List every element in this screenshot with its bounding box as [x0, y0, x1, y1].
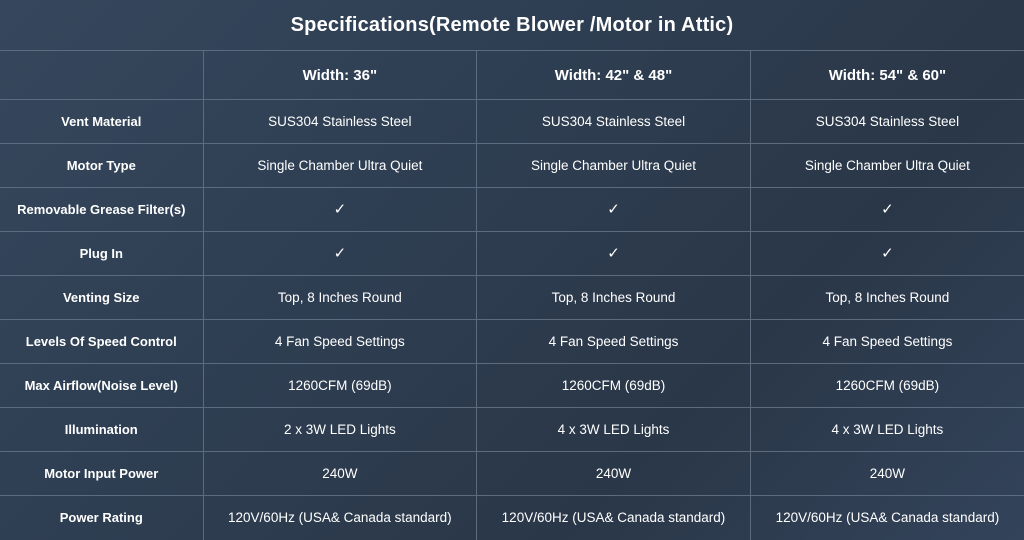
row-label-max-airflow: Max Airflow(Noise Level)	[0, 364, 203, 408]
row-label-levels-of-speed-control: Levels Of Speed Control	[0, 320, 203, 364]
cell-power-rating-42-48: 120V/60Hz (USA& Canada standard)	[477, 496, 751, 540]
row-label-power-rating: Power Rating	[0, 496, 203, 540]
row-label-plug-in: Plug In	[0, 232, 203, 276]
row-label-illumination: Illumination	[0, 408, 203, 452]
header-row	[0, 51, 1024, 100]
cell-speed-control-42-48: 4 Fan Speed Settings	[477, 320, 751, 364]
cell-venting-size-36: Top, 8 Inches Round	[203, 276, 477, 320]
table-row	[0, 144, 1024, 188]
table-corner-cell	[0, 51, 203, 100]
column-header-2: Width: 42" & 48"	[477, 51, 751, 100]
cell-motor-type-54-60: Single Chamber Ultra Quiet	[750, 144, 1024, 188]
row-label-removable-grease-filters: Removable Grease Filter(s)	[0, 188, 203, 232]
cell-motor-input-power-54-60: 240W	[750, 452, 1024, 496]
table-row	[0, 496, 1024, 540]
page-title: Specifications(Remote Blower /Motor in Attic)	[0, 0, 1024, 51]
cell-speed-control-36: 4 Fan Speed Settings	[203, 320, 477, 364]
cell-vent-material-42-48: SUS304 Stainless Steel	[477, 100, 751, 144]
cell-power-rating-36: 120V/60Hz (USA& Canada standard)	[203, 496, 477, 540]
cell-vent-material-54-60: SUS304 Stainless Steel	[750, 100, 1024, 144]
cell-max-airflow-54-60: 1260CFM (69dB)	[750, 364, 1024, 408]
check-icon: ✓	[750, 188, 1024, 232]
check-icon: ✓	[203, 188, 477, 232]
column-header-1: Width: 36"	[203, 51, 477, 100]
cell-illumination-54-60: 4 x 3W LED Lights	[750, 408, 1024, 452]
cell-illumination-42-48: 4 x 3W LED Lights	[477, 408, 751, 452]
check-icon: ✓	[477, 232, 751, 276]
cell-max-airflow-42-48: 1260CFM (69dB)	[477, 364, 751, 408]
table-row	[0, 364, 1024, 408]
table-row	[0, 100, 1024, 144]
cell-speed-control-54-60: 4 Fan Speed Settings	[750, 320, 1024, 364]
cell-motor-type-42-48: Single Chamber Ultra Quiet	[477, 144, 751, 188]
table-row	[0, 188, 1024, 232]
row-label-motor-type: Motor Type	[0, 144, 203, 188]
check-icon: ✓	[477, 188, 751, 232]
cell-venting-size-42-48: Top, 8 Inches Round	[477, 276, 751, 320]
title-row	[0, 0, 1024, 51]
cell-motor-input-power-36: 240W	[203, 452, 477, 496]
row-label-vent-material: Vent Material	[0, 100, 203, 144]
table-row	[0, 408, 1024, 452]
cell-power-rating-54-60: 120V/60Hz (USA& Canada standard)	[775, 510, 1000, 526]
cell-venting-size-54-60: Top, 8 Inches Round	[750, 276, 1024, 320]
table-row	[0, 452, 1024, 496]
check-icon: ✓	[203, 232, 477, 276]
cell-motor-type-36: Single Chamber Ultra Quiet	[203, 144, 477, 188]
table-row	[0, 276, 1024, 320]
cell-motor-input-power-42-48: 240W	[477, 452, 751, 496]
cell-vent-material-36: SUS304 Stainless Steel	[203, 100, 477, 144]
check-icon: ✓	[750, 232, 1024, 276]
cell-max-airflow-36: 1260CFM (69dB)	[203, 364, 477, 408]
table-row	[0, 320, 1024, 364]
row-label-motor-input-power: Motor Input Power	[0, 452, 203, 496]
table-row	[0, 232, 1024, 276]
column-header-3: Width: 54" & 60"	[750, 51, 1024, 100]
cell-illumination-36: 2 x 3W LED Lights	[203, 408, 477, 452]
row-label-venting-size: Venting Size	[0, 276, 203, 320]
